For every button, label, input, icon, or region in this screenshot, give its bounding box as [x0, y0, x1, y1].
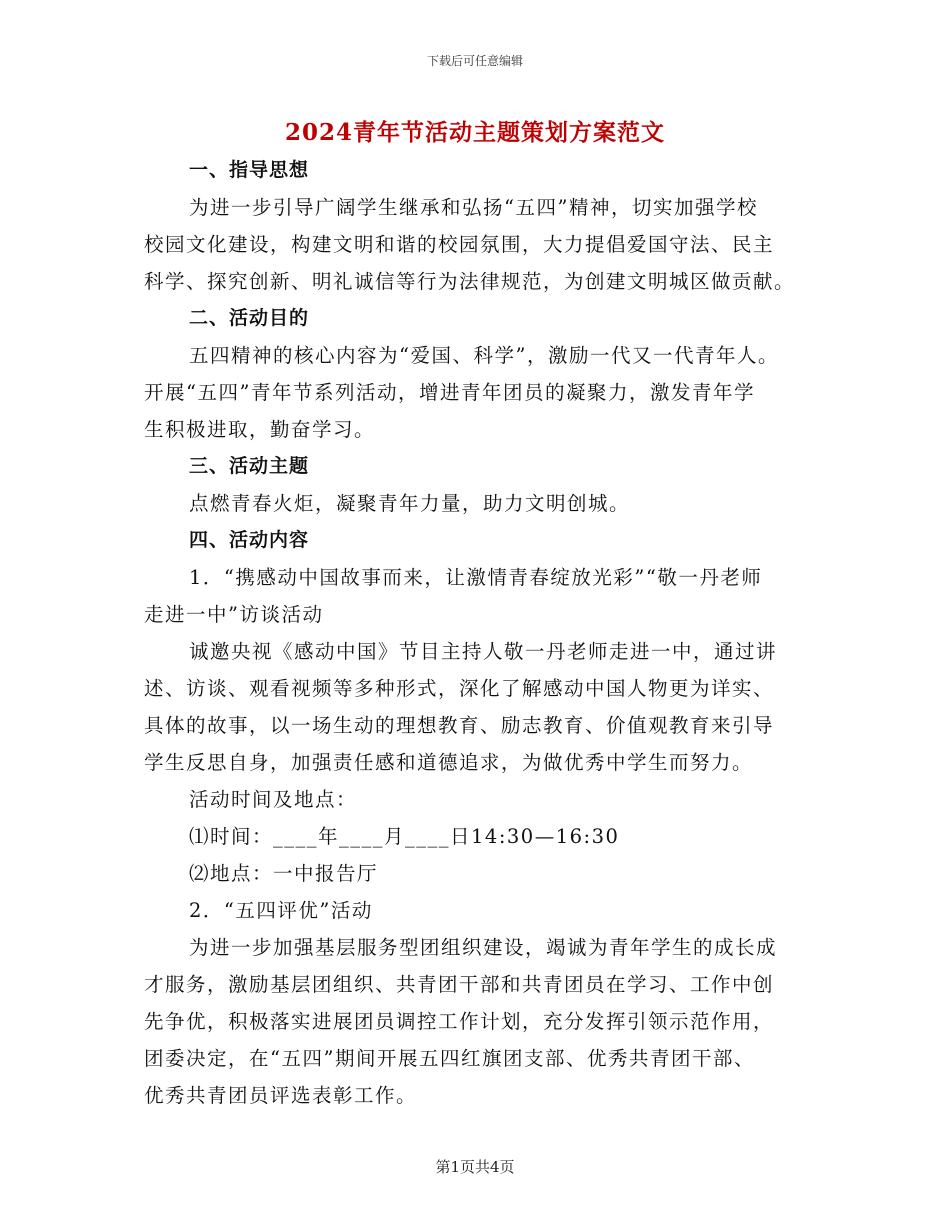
- document-title: 2024青年节活动主题策划方案范文: [284, 119, 665, 146]
- paragraph-line: 点燃青春火炬，凝聚青年力量，助力文明创城。: [189, 492, 631, 515]
- paragraph-line: 为进一步加强基层服务型团组织建设，竭诚为青年学生的成长成: [189, 936, 778, 959]
- paragraph-line: 才服务，激励基层团组织、共青团干部和共青团员在学习、工作中创: [144, 973, 775, 996]
- paragraph-line: 2．“五四评优”活动: [189, 899, 373, 922]
- paragraph-line: 五四精神的核心内容为“爱国、科学”，激励一代又一代青年人。: [189, 344, 779, 367]
- paragraph-line: 学生反思自身，加强责任感和道德追求，为做优秀中学生而努力。: [144, 751, 754, 774]
- paragraph-line: 活动时间及地点：: [189, 788, 358, 811]
- paragraph-line: 优秀共青团员评选表彰工作。: [144, 1084, 418, 1107]
- section-heading: 一、指导思想: [189, 159, 310, 181]
- paragraph-line: 诚邀央视《感动中国》节目主持人敬一丹老师走进一中，通过讲: [189, 640, 778, 663]
- paragraph-line: 走进一中”访谈活动: [144, 603, 324, 626]
- document-body: [144, 152, 824, 1114]
- paragraph-line: 科学、探究创新、明礼诚信等行为法律规范，为创建文明城区做贡献。: [144, 270, 796, 293]
- section-heading: 四、活动内容: [189, 529, 310, 551]
- paragraph-line: 具体的故事，以一场生动的理想教育、励志教育、价值观教育来引导: [144, 714, 775, 737]
- paragraph-line: 先争优，积极落实进展团员调控工作计划，充分发挥引领示范作用，: [144, 1010, 775, 1033]
- section-heading: 三、活动主题: [189, 455, 310, 477]
- paragraph-line: 1．“携感动中国故事而来，让激情青春绽放光彩”“敬一丹老师: [189, 566, 763, 589]
- paragraph-line: ⑵地点：一中报告厅: [189, 862, 379, 885]
- paragraph-line: 生积极进取，勤奋学习。: [144, 418, 376, 441]
- section-heading: 二、活动目的: [189, 307, 310, 329]
- paragraph-line: ⑴时间：____年____月____日14:30—16:30: [189, 825, 620, 848]
- paragraph-line: 开展“五四”青年节系列活动，增进青年团员的凝聚力，激发青年学: [144, 381, 755, 404]
- paragraph-line: 校园文化建设，构建文明和谐的校园氛围，大力提倡爱国守法、民主: [144, 233, 775, 256]
- page-footer: 第1页共4页: [435, 1158, 515, 1176]
- paragraph-line: 为进一步引导广阔学生继承和弘扬“五四”精神，切实加强学校: [189, 196, 758, 219]
- paragraph-line: 述、访谈、观看视频等多种形式，深化了解感动中国人物更为详实、: [144, 677, 775, 700]
- paragraph-line: 团委决定，在“五四”期间开展五四红旗团支部、优秀共青团干部、: [144, 1047, 755, 1070]
- page-header: 下载后可任意编辑: [426, 54, 523, 68]
